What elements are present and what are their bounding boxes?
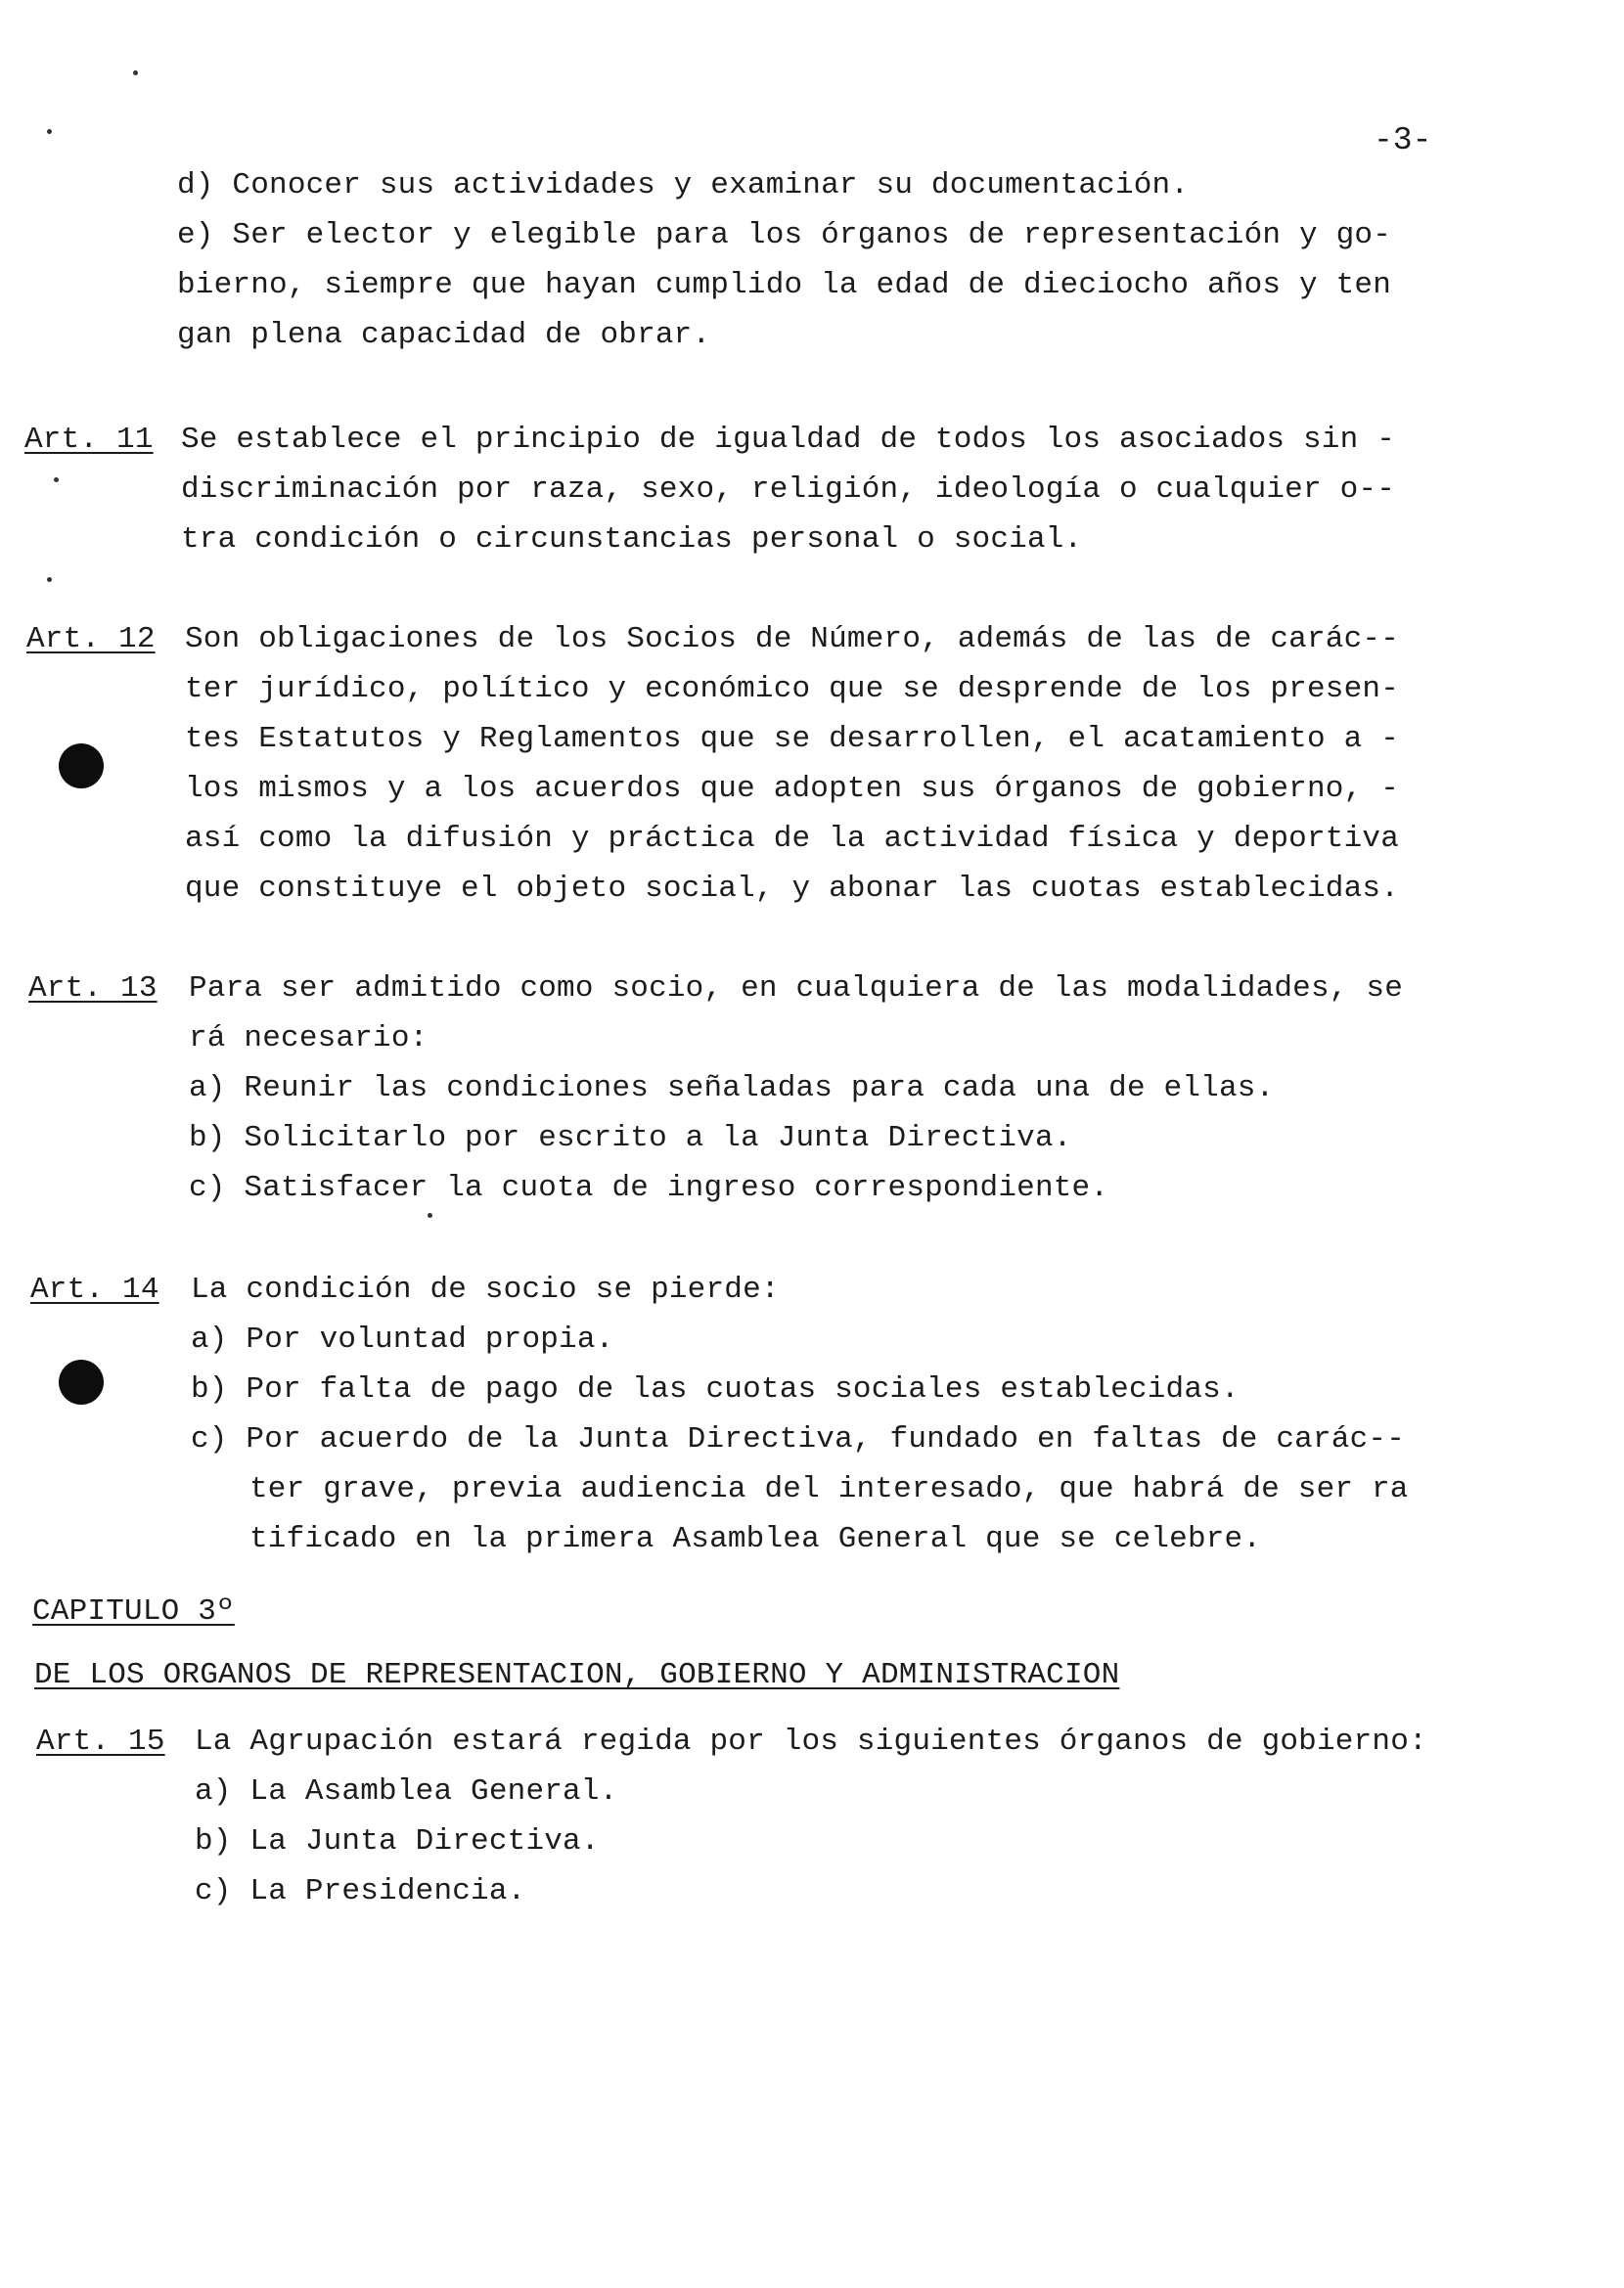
article-12-text: Son obligaciones de los Socios de Número, además de las de carác-- xyxy=(185,622,1399,656)
item-b: b) Solicitarlo por escrito a la Junta Directiva. xyxy=(189,1121,1072,1155)
item-b: b) Por falta de pago de las cuotas sociales establecidas. xyxy=(191,1372,1240,1407)
text-line: así como la difusión y práctica de la actividad física y deportiva xyxy=(185,822,1399,856)
text-line: rá necesario: xyxy=(189,1021,429,1055)
scan-speck xyxy=(47,129,52,134)
item-b: b) La Junta Directiva. xyxy=(195,1824,600,1859)
text-line: discriminación por raza, sexo, religión, ideología o cualquier o-- xyxy=(181,472,1395,507)
article-12-label: Art. 12 xyxy=(26,622,156,656)
text-line: los mismos y a los acuerdos que adopten sus órganos de gobierno, - xyxy=(185,772,1399,806)
item-d: d) Conocer sus actividades y examinar su documentación. xyxy=(177,168,1190,202)
article-13-label: Art. 13 xyxy=(28,971,158,1006)
item-a: a) Reunir las condiciones señaladas para cada una de ellas. xyxy=(189,1071,1275,1105)
item-c: c) Por acuerdo de la Junta Directiva, fundado en faltas de carác-- xyxy=(191,1422,1405,1457)
article-11-text: Se establece el principio de igualdad de todos los asociados sin - xyxy=(181,423,1395,457)
scan-speck xyxy=(428,1213,432,1218)
section-heading: DE LOS ORGANOS DE REPRESENTACION, GOBIERNO Y ADMINISTRACION xyxy=(34,1658,1120,1692)
article-13-text: Para ser admitido como socio, en cualquiera de las modalidades, se xyxy=(189,971,1403,1006)
scan-speck xyxy=(47,577,52,582)
page-number: -3- xyxy=(1374,122,1432,158)
text-line: tificado en la primera Asamblea General que se celebre. xyxy=(249,1522,1262,1556)
article-15-label: Art. 15 xyxy=(36,1725,165,1759)
text-line: que constituye el objeto social, y abonar las cuotas establecidas. xyxy=(185,872,1399,906)
article-11-label: Art. 11 xyxy=(24,423,154,457)
text-line: tes Estatutos y Reglamentos que se desarrollen, el acatamiento a - xyxy=(185,722,1399,756)
text-line: gan plena capacidad de obrar. xyxy=(177,318,711,352)
text-line: tra condición o circunstancias personal o social. xyxy=(181,522,1083,557)
item-a: a) Por voluntad propia. xyxy=(191,1323,614,1357)
text-line: bierno, siempre que hayan cumplido la edad de dieciocho años y ten xyxy=(177,268,1391,302)
scan-speck xyxy=(54,477,59,482)
article-14-text: La condición de socio se pierde: xyxy=(191,1273,780,1307)
item-e: e) Ser elector y elegible para los órganos de representación y go- xyxy=(177,218,1391,252)
text-line: ter grave, previa audiencia del interesado, que habrá de ser ra xyxy=(249,1472,1409,1506)
item-c: c) Satisfacer la cuota de ingreso correspondiente. xyxy=(189,1171,1109,1205)
item-a: a) La Asamblea General. xyxy=(195,1774,618,1809)
item-c: c) La Presidencia. xyxy=(195,1874,526,1908)
chapter-heading: CAPITULO 3º xyxy=(32,1594,235,1629)
scan-speck xyxy=(133,70,138,75)
article-14-label: Art. 14 xyxy=(30,1273,159,1307)
punch-hole xyxy=(59,743,104,788)
text-line: ter jurídico, político y económico que se desprende de los presen- xyxy=(185,672,1399,706)
article-15-text: La Agrupación estará regida por los siguientes órganos de gobierno: xyxy=(195,1725,1427,1759)
punch-hole xyxy=(59,1360,104,1405)
